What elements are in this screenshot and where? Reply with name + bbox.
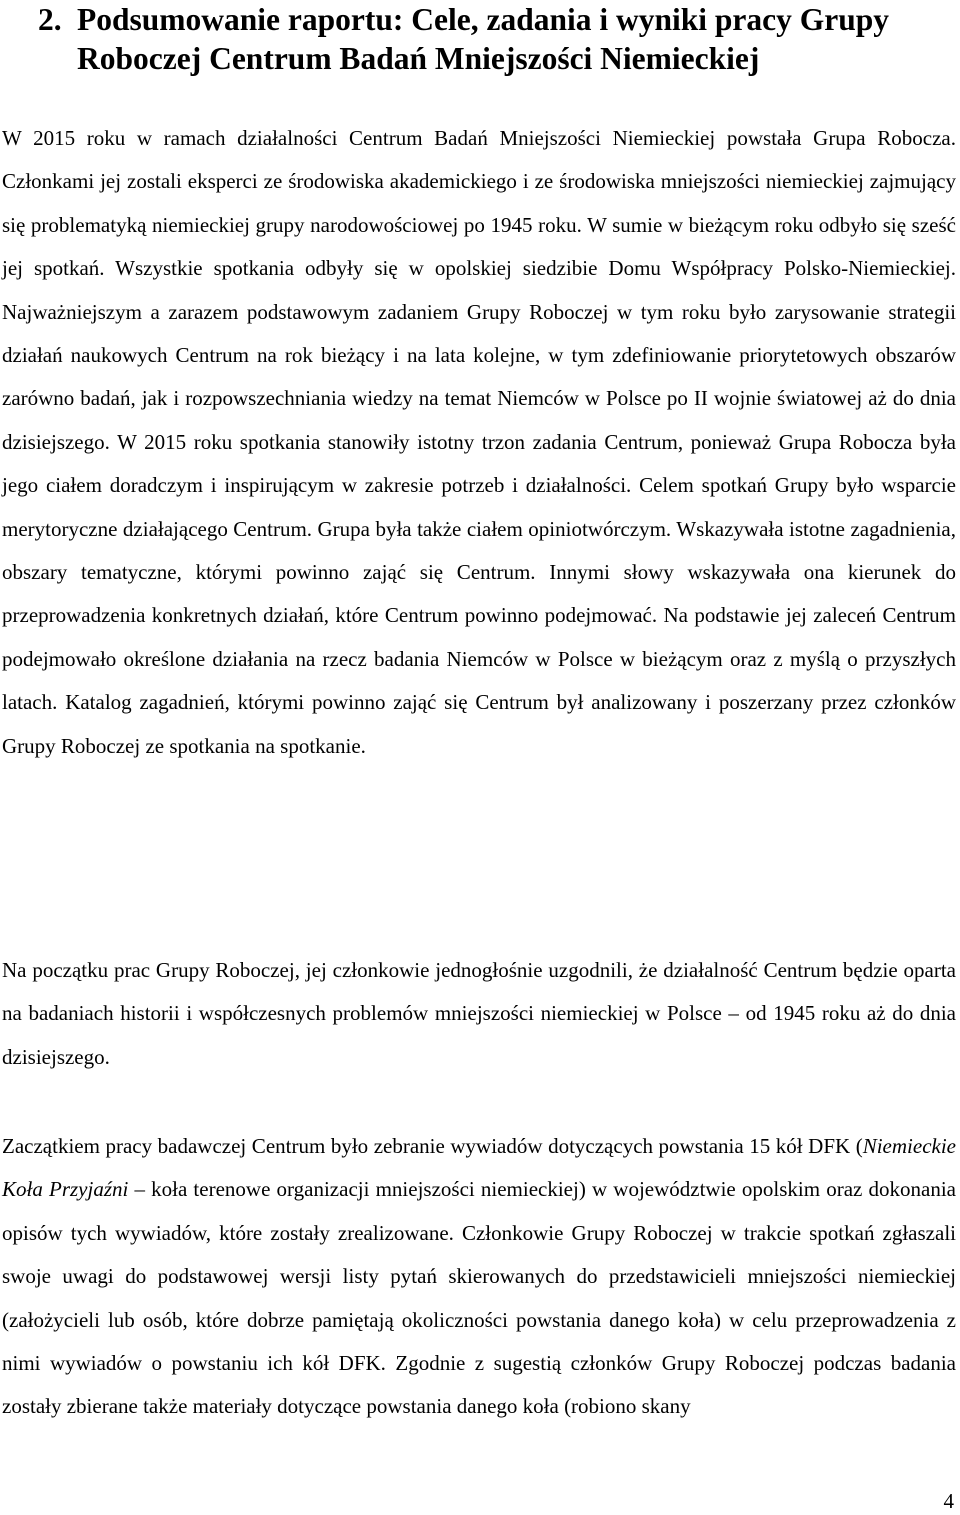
page-number: 4 — [943, 1489, 954, 1513]
section-heading — [0, 0, 958, 78]
paragraph-interviews-text-end: – koła terenowe organizacji mniejszości niemieckiej) w województwie opolskim oraz dokonania opisów tych wywiadów, które zostały zrealizowane. Członkowie Grupy Roboczej w trakcie spotkań zgłaszali swoje uwagi do podstawowej wersji listy pytań skierowanych do przedstawicieli mniejszości niemieckiej (założycieli lub osób, które dobrze pamiętają okoliczności powstania danego koła) w celu przeprowadzenia z nimi wywiadów o powstaniu ich kół DFK. Zgodnie z sugestią członków Grupy Roboczej podczas badania zostały zbierane także materiały dotyczące powstania danego koła (robiono skany — [2, 1177, 956, 1419]
paragraph-interviews-text-start: Zaczątkiem pracy badawczej Centrum było zebranie wywiadów dotyczących powstania 15 kół DFK ( — [2, 1134, 863, 1158]
section-title: Podsumowanie raportu: Cele, zadania i wyniki pracy Grupy Roboczej Centrum Badań Mniejszości Niemieckiej — [77, 2, 890, 76]
section-number: 2. — [38, 2, 62, 37]
paragraph-interviews-italic-term: Niemieckie Koła Przyjaźni — [2, 1134, 956, 1202]
paragraph-working-group: W 2015 roku w ramach działalności Centrum Badań Mniejszości Niemieckiej powstała Grupa Robocza. Członkami jej zostali eksperci ze środowiska akademickiego i ze środowiska mniejszości niemieckiej zajmujący się problematyką niemieckiej grupy narodowościowej po 1945 roku. W sumie w bieżącym roku odbyło się sześć jej spotkań. Wszystkie spotkania odbyły się w opolskiej siedzibie Domu Współpracy Polsko-Niemieckiej. Najważniejszym a zarazem podstawowym zadaniem Grupy Roboczej w tym roku było zarysowanie strategii działań naukowych Centrum na rok bieżący i na lata kolejne, w tym zdefiniowanie priorytetowych obszarów zarówno badań, jak i rozpowszechniania wiedzy na temat Niemców w Polsce po II wojnie światowej aż do dnia dzisiejszego. W 2015 roku spotkania stanowiły istotny trzon zadania Centrum, ponieważ Grupa Robocza była jego ciałem doradczym i inspirującym w zakresie potrzeb i działalności. Celem spotkań Grupy było wsparcie merytoryczne działającego Centrum. Grupa była także ciałem opiniotwórczym. Wskazywała istotne zagadnienia, obszary tematyczne, którymi powinno zająć się Centrum. Innymi słowy wskazywała ona kierunek do przeprowadzenia konkretnych działań, które Centrum powinno podejmować. Na podstawie jej zaleceń Centrum podejmowało określone działania na rzecz badania Niemców w Polsce w bieżącym oraz z myślą o przyszłych latach. Katalog zagadnień, którymi powinno zająć się Centrum był analizowany i poszerzany przez członków Grupy Roboczej ze spotkania na spotkanie. — [2, 126, 956, 758]
paragraph-research-scope: Na początku prac Grupy Roboczej, jej członkowie jednogłośnie uzgodnili, że działalność Centrum będzie oparta na badaniach historii i współczesnych problemów mniejszości niemieckiej w Polsce – od 1945 roku aż do dnia dzisiejszego. — [2, 958, 956, 1069]
paragraph-interviews — [2, 1125, 956, 1429]
